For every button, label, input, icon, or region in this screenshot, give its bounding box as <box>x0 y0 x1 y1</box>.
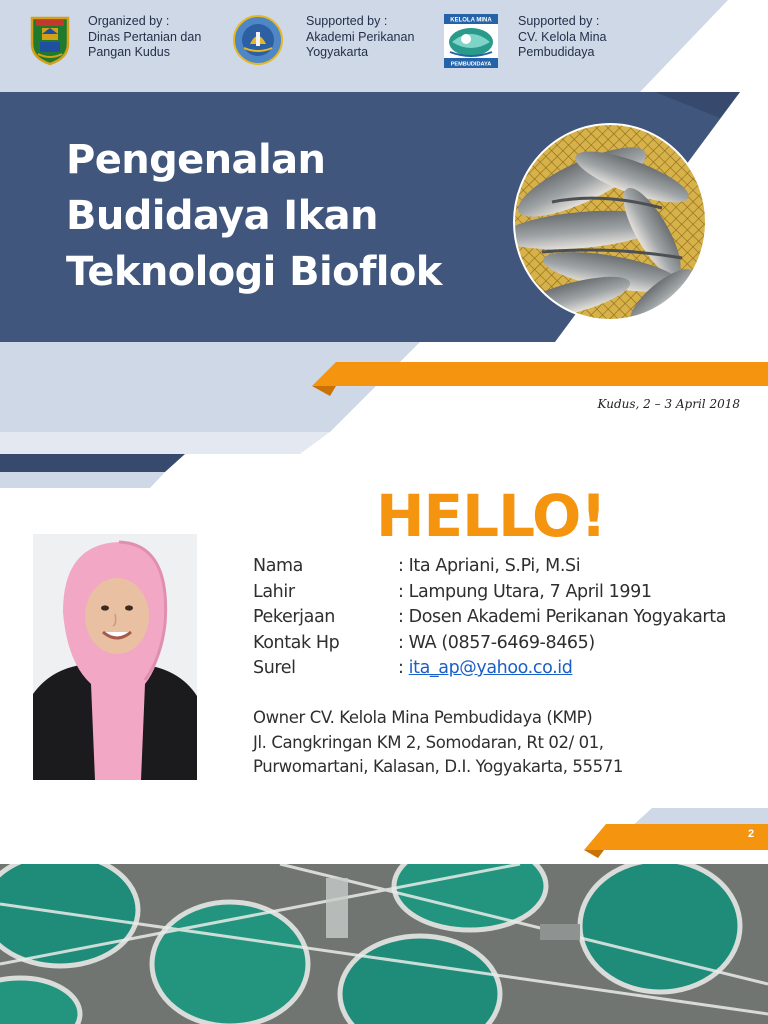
owner-address-block <box>253 706 623 780</box>
detail-value-prefix: : <box>398 658 409 678</box>
title-slide <box>0 0 768 488</box>
owner-line: Owner CV. Kelola Mina Pembudidaya (KMP) <box>253 708 593 727</box>
kelola-mina-pembudidaya-logo-icon <box>444 14 498 68</box>
address-line: Jl. Cangkringan KM 2, Somodaran, Rt 02/ 01, <box>253 732 604 752</box>
detail-row-kontak <box>253 631 726 657</box>
title-line: Teknologi Bioflok <box>66 249 442 295</box>
sponsor-name-line: Akademi Perikanan <box>306 29 415 44</box>
detail-value: : Dosen Akademi Perikanan Yogyakarta <box>398 607 727 627</box>
next-slide-preview <box>0 864 768 1024</box>
sponsor-name-line: Pangan Kudus <box>88 45 171 59</box>
akademi-perikanan-emblem-icon <box>230 14 286 66</box>
sponsor-name-line: CV. Kelola Mina <box>518 29 607 44</box>
detail-label: Lahir <box>253 581 295 602</box>
detail-label: Kontak Hp <box>253 632 340 653</box>
sponsor-academy <box>230 14 414 66</box>
sponsor-name-line: Dinas Pertanian dan <box>88 29 202 44</box>
detail-row-pekerjaan <box>253 605 726 631</box>
sponsor-name-line: Yogyakarta <box>306 45 369 59</box>
detail-label: Surel <box>253 658 296 678</box>
sponsor-role: Supported by : <box>306 14 388 28</box>
speaker-profile-slide <box>0 488 768 864</box>
detail-row-nama <box>253 554 726 580</box>
sponsor-role: Supported by : <box>518 14 600 28</box>
logo-text-bottom: PEMBUDIDAYA <box>450 61 492 68</box>
presentation-title <box>66 132 486 300</box>
sponsor-organizer <box>28 14 201 66</box>
detail-label: Pekerjaan <box>253 607 335 627</box>
kudus-regency-crest-icon <box>28 14 72 66</box>
title-line: Pengenalan <box>66 137 326 183</box>
detail-value <box>398 656 572 682</box>
hello-heading: HELLO! <box>376 488 606 550</box>
sponsor-kelola-mina <box>444 14 606 68</box>
speaker-details <box>253 554 726 682</box>
logo-text-top: KELOLA MINA <box>450 17 492 24</box>
address-line: Purwomartani, Kalasan, D.I. Yogyakarta, 55571 <box>253 757 623 776</box>
sponsor-role: Organized by : <box>88 14 170 28</box>
event-date: Kudus, 2 – 3 April 2018 <box>597 397 740 411</box>
orange-accent-stripe <box>0 356 768 400</box>
speaker-portrait-pink-hijab <box>33 534 197 780</box>
email-link[interactable]: ita_ap@yahoo.co.id <box>408 658 573 678</box>
sponsor-name-line: Pembudidaya <box>518 45 595 59</box>
detail-label: Nama <box>253 556 303 576</box>
detail-row-lahir <box>253 580 726 606</box>
detail-value: : Ita Apriani, S.Pi, M.Si <box>398 556 581 576</box>
detail-value: : Lampung Utara, 7 April 1991 <box>398 581 652 602</box>
title-line: Budidaya Ikan <box>66 193 378 239</box>
aerial-bioflok-round-ponds-photo <box>0 864 768 1024</box>
footer-accent <box>0 806 768 860</box>
detail-row-surel <box>253 656 726 682</box>
page-number: 2 <box>748 828 755 840</box>
catfish-in-net-photo <box>512 122 708 322</box>
detail-value: : WA (0857-6469-8465) <box>398 632 595 653</box>
